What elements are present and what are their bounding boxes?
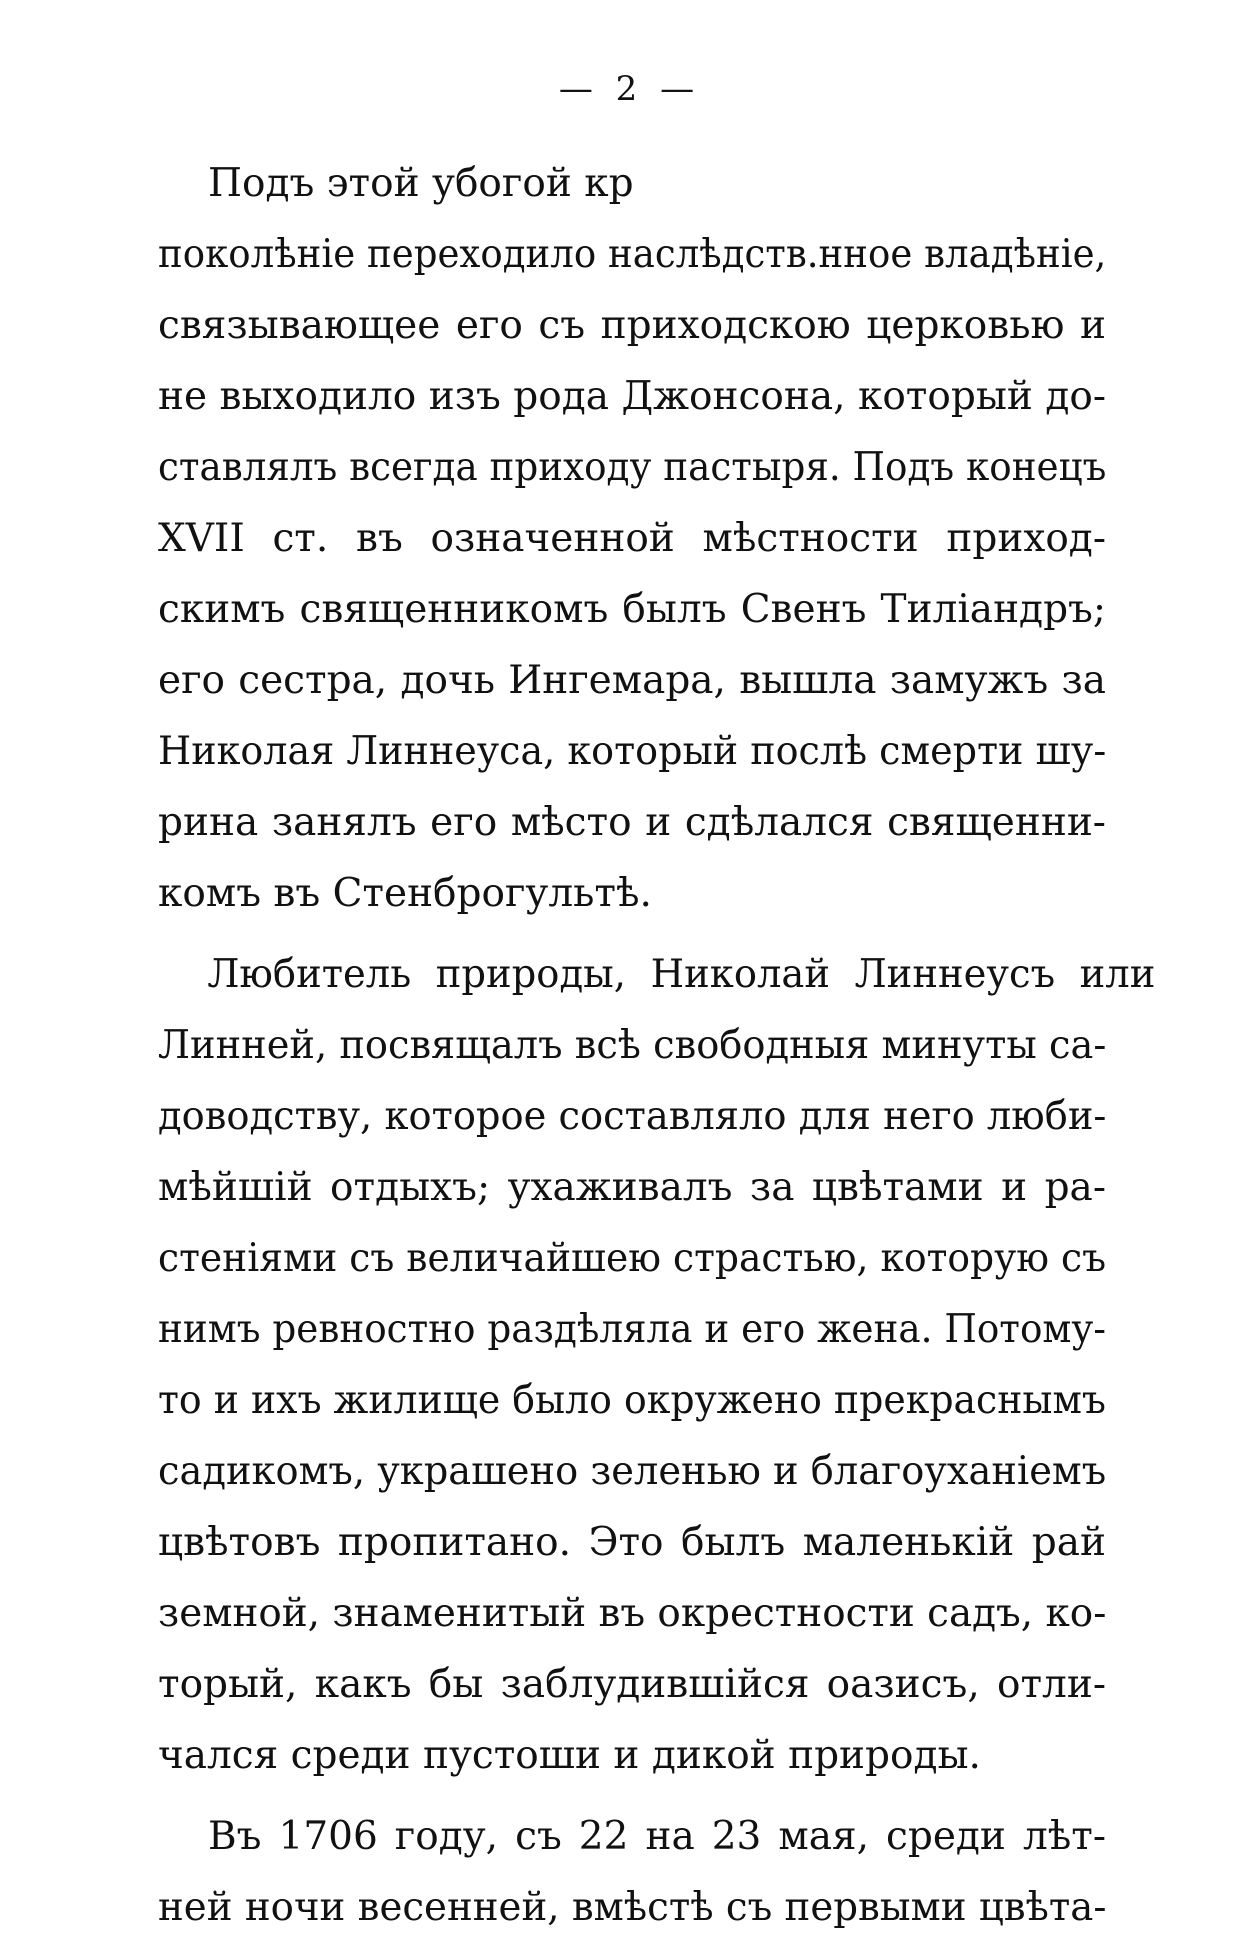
paragraph-gap	[158, 929, 1106, 939]
text-line: доводству, которое составляло для него люби-	[158, 1094, 1107, 1139]
text-line: чался среди пустоши и дикой природы.	[158, 1733, 981, 1778]
text-line: садикомъ, украшено зеленью и благоуханіемъ	[158, 1449, 1107, 1494]
text-line: ставлялъ всегда приходу пастыря. Подъ конецъ	[158, 445, 1107, 490]
text-line: нимъ ревностно раздѣляла и его жена. Потому-	[158, 1307, 1106, 1352]
text-line: комъ въ Стенброгультѣ.	[158, 871, 652, 916]
text-line: не выходило изъ рода Джонсона, который до-	[158, 374, 1106, 419]
text-line: то и ихъ жилище было окружено прекраснымъ	[158, 1378, 1106, 1423]
text-line: стеніями съ величайшею страстью, которую съ	[158, 1236, 1107, 1281]
text-line: XVII ст. въ означенной мѣстности приход-	[158, 516, 1106, 561]
text-line: его сестра, дочь Ингемара, вышла замужъ за	[158, 658, 1106, 703]
text-line: Въ 1706 году, съ 22 на 23 мая, среди лѣт-	[208, 1814, 1106, 1859]
text-line: Линней, посвящалъ всѣ свободныя минуты са-	[158, 1023, 1107, 1068]
text-line: Любитель природы, Николай Линнеусъ или	[207, 952, 1156, 997]
text-line: рина занялъ его мѣсто и сдѣлался священни-	[158, 800, 1106, 845]
page-number: — 2 —	[558, 69, 701, 109]
text-line: скимъ священникомъ былъ Свенъ Тиліандръ;	[158, 587, 1106, 632]
text-line: торый, какъ бы заблудившійся оазисъ, отли-	[158, 1662, 1106, 1707]
text-line: мѣйшій отдыхъ; ухаживалъ за цвѣтами и ра-	[158, 1165, 1106, 1210]
text-line: ней ночи весенней, вмѣстѣ съ первыми цвѣта-	[158, 1885, 1107, 1930]
text-line: поколѣніе переходило наслѣдств.нное владѣніе,	[158, 232, 1107, 277]
body-text	[158, 148, 1156, 1943]
text-line: цвѣтовъ пропитано. Это былъ маленькій рай	[158, 1520, 1106, 1565]
text-line: Подъ этой убогой кр	[208, 161, 634, 206]
text-line: Николая Линнеуса, который послѣ смерти шу-	[158, 729, 1107, 774]
text-line: земной, знаменитый въ окрестности садъ, ко-	[158, 1591, 1107, 1636]
paragraph-gap	[158, 1791, 1106, 1801]
text-line: связывающее его съ приходскою церковью и	[158, 303, 1106, 348]
